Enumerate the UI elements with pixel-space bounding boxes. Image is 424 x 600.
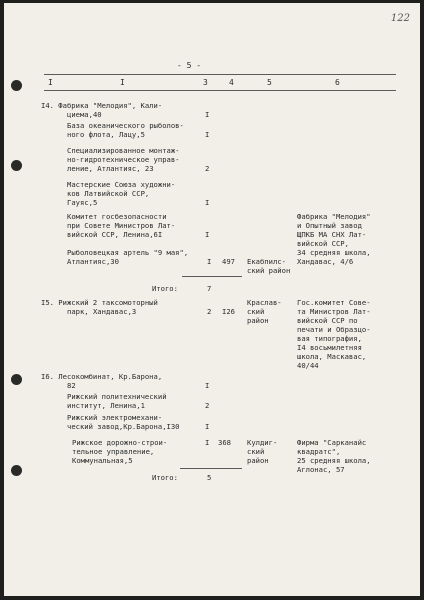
art-col5-line2: ский район: [247, 266, 291, 275]
baza-col3: I: [205, 130, 210, 139]
entry-15-col5-line2: ский: [247, 307, 265, 316]
kom-col3: I: [205, 230, 210, 239]
kom-col6-line5: 34 средняя школа,: [297, 248, 371, 257]
total-label: Итого:: [152, 284, 178, 293]
mast-line2: ков Латвийской ССР,: [67, 189, 150, 198]
folio-number: 122: [390, 13, 410, 24]
entry-16-col3: I: [205, 381, 210, 390]
art-col6: Хандавас, 4/6: [297, 257, 354, 266]
col-header-5: 5: [267, 78, 272, 87]
spec-line1: Специализированное монтаж-: [67, 146, 180, 155]
baza-line1: База океанического рыболов-: [67, 121, 184, 130]
entry-15-col5-line3: район: [247, 316, 269, 325]
total-value: 5: [207, 473, 212, 482]
baza-line2: ного флота, Лацу,5: [67, 130, 145, 139]
road-line2: тельное управление,: [72, 447, 155, 456]
kom-line1: Комитет госбезопасности: [67, 212, 167, 221]
col-header-2: I: [120, 78, 125, 87]
road-line3: Коммунальная,5: [72, 456, 133, 465]
art-line2: Атлантияс,30: [67, 257, 119, 266]
col-header-3: 3: [203, 78, 208, 87]
entry-15-col6-line2: та Министров Лат-: [297, 307, 371, 316]
elec-col3: I: [205, 422, 210, 431]
entry-15-col6-line3: вийской ССР по: [297, 316, 358, 325]
road-col5-line2: ский: [247, 447, 265, 456]
entry-14-name: I4. Фабрика "Мелодия", Кали-: [41, 101, 163, 110]
entry-15-name: I5. Рижский 2 таксомоторный: [41, 298, 158, 307]
spec-col3: 2: [205, 164, 210, 173]
road-col6-line1: Фирма "Сарканайс: [297, 438, 367, 447]
poly-col3: 2: [205, 401, 210, 410]
road-col5-line1: Кулдиг-: [247, 438, 278, 447]
header-rule-bottom: [44, 90, 396, 91]
spec-line2: но-гидротехническое управ-: [67, 155, 180, 164]
punch-hole: [11, 80, 22, 91]
entry-15-col6-line6: I4 восьмилетняя: [297, 343, 362, 352]
entry-15-col6-line1: Гос.комитет Сове-: [297, 298, 371, 307]
mast-line1: Мастерские Союза художни-: [67, 180, 176, 189]
entry-15-col6-line8: 40/44: [297, 361, 319, 370]
elec-line2: ческий завод,Кр.Барона,I30: [67, 422, 180, 431]
entry-15-col4: I26: [222, 307, 235, 316]
art-line1: Рыболовецкая артель "9 мая",: [67, 248, 189, 257]
col-header-4: 4: [229, 78, 234, 87]
col-header-1: I: [48, 78, 53, 87]
punch-hole: [11, 160, 22, 171]
punch-hole: [11, 374, 22, 385]
entry-15-col6-line4: печати и Образцо-: [297, 325, 371, 334]
total-value: 7: [207, 284, 212, 293]
total-label: Итого:: [152, 473, 178, 482]
mast-col3: I: [205, 198, 210, 207]
entry-14-col3: I: [205, 110, 210, 119]
road-col6-line3: 25 средняя школа,: [297, 456, 371, 465]
spec-line3: ление, Атлантияс, 23: [67, 164, 154, 173]
kom-col6-line1: Фабрика "Мелодия": [297, 212, 371, 221]
page-number: - 5 -: [177, 61, 202, 70]
kom-col6-line4: вийской ССР,: [297, 239, 349, 248]
entry-15-col6-line7: школа, Маскавас,: [297, 352, 367, 361]
document-page: [4, 3, 420, 596]
road-col6-line2: квадратс",: [297, 447, 341, 456]
mast-line3: Гауяс,5: [67, 198, 98, 207]
entry-15-col6-line5: вая типография,: [297, 334, 362, 343]
kom-col6-line3: ЩПКБ МА СНХ Лат-: [297, 230, 367, 239]
subtotal-rule: [180, 468, 242, 469]
art-col3: I: [207, 257, 212, 266]
poly-line2: институт, Ленина,1: [67, 401, 145, 410]
kom-col6-line2: и Опытный завод: [297, 221, 362, 230]
poly-line1: Рижский политехнический: [67, 392, 167, 401]
road-line1: Рижское дорожно-строи-: [72, 438, 168, 447]
road-col6-line4: Аглонас, 57: [297, 465, 345, 474]
entry-15-col3: 2: [207, 307, 212, 316]
entry-15-address: парк, Хандавас,3: [67, 307, 137, 316]
entry-16-address: 82: [67, 381, 76, 390]
road-col5-line3: район: [247, 456, 269, 465]
art-col4: 497: [222, 257, 235, 266]
entry-15-col5-line1: Краслав-: [247, 298, 282, 307]
header-rule: [44, 74, 396, 75]
road-col3: I: [205, 438, 210, 447]
entry-14-address: циема,40: [67, 110, 102, 119]
subtotal-rule: [182, 276, 242, 277]
punch-hole: [11, 465, 22, 476]
road-col4: 368: [218, 438, 231, 447]
elec-line1: Рижский электромехани-: [67, 413, 163, 422]
art-col5-line1: Екабпилс-: [247, 257, 286, 266]
kom-line3: вийской ССР, Ленина,6I: [67, 230, 163, 239]
kom-line2: при Совете Министров Лат-: [67, 221, 176, 230]
col-header-6: 6: [335, 78, 340, 87]
entry-16-name: I6. Лесокомбинат, Кр.Барона,: [41, 372, 163, 381]
